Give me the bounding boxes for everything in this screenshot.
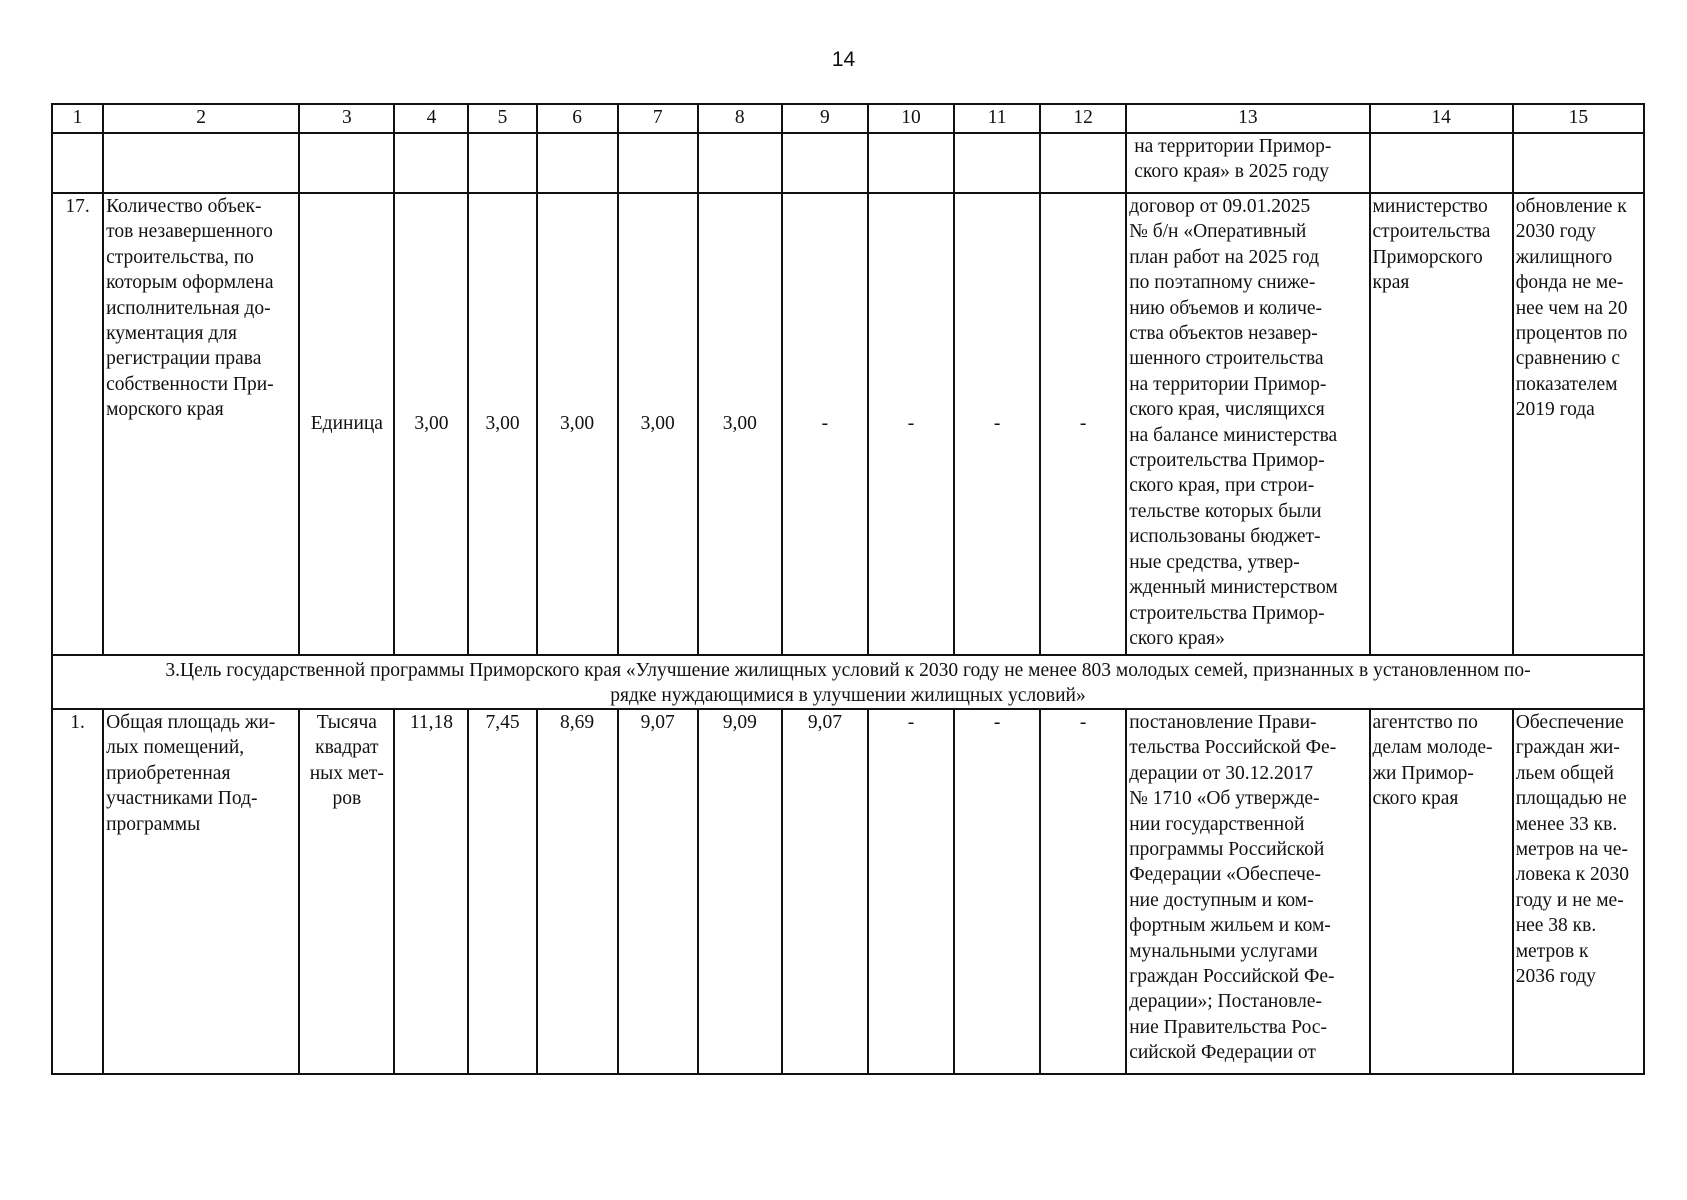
table-cell <box>698 133 782 193</box>
value-cell: 9,07 <box>618 709 698 1074</box>
continuation-row <box>52 133 1644 193</box>
table-cell <box>1040 133 1126 193</box>
unit-cell: Тысяча квадрат ных мет- ров <box>299 709 394 1074</box>
column-header: 8 <box>698 104 782 133</box>
source-document-cell: постановление Прави- тельства Российской Фе- дерации от 30.12.2017 № 1710 «Об утвержде- нии государственной программы Российской Федерации «Обеспече- ние доступным и ком- фортным жильем и ком- мунальными услугами граждан Российской Фе- дерации»; Постановле- ние Правительства Рос- сийской Федерации от <box>1126 709 1369 1074</box>
value-cell: 3,00 <box>537 193 618 655</box>
goal-cell: Обеспечение граждан жи- льем общей площадью не менее 33 кв. метров на че- ловека к 2030 году и не ме- нее 38 кв. метров к 2036 году <box>1513 709 1644 1074</box>
row-number-cell: 1. <box>52 709 103 1074</box>
section-3-title: 3.Цель государственной программы Приморского края «Улучшение жилищных условий к 2030 году не менее 803 молодых семей, признанных в установленном по- рядке нуждающимися в улучшении жилищных условий» <box>52 655 1644 709</box>
table-row-17 <box>52 193 1644 655</box>
column-header: 1 <box>52 104 103 133</box>
row-number-cell: 17. <box>52 193 103 655</box>
table-cell <box>1513 133 1644 193</box>
column-header: 6 <box>537 104 618 133</box>
source-document-cell: договор от 09.01.2025 № б/н «Оперативный план работ на 2025 год по поэтапному сниже- нию объемов и количе- ства объектов незавер- шенного строительства на территории Примор- ского края, числящихся на балансе министерства строительства Примор- ского края, при строи- тельстве которых были использованы бюджет- ные средства, утвер- жденный министерством строительства Примор- ского края» <box>1126 193 1369 655</box>
unit-cell: Единица <box>299 193 394 655</box>
table-cell <box>868 133 954 193</box>
indicators-table <box>51 103 1645 1075</box>
page-number: 14 <box>831 48 856 71</box>
value-cell: - <box>1040 193 1126 655</box>
responsible-body-cell: министерство строительства Приморского края <box>1370 193 1513 655</box>
table-cell <box>1370 133 1513 193</box>
table-cell <box>618 133 698 193</box>
column-header: 11 <box>954 104 1040 133</box>
value-cell: 9,07 <box>782 709 868 1074</box>
table-cell <box>299 133 394 193</box>
table-cell <box>954 133 1040 193</box>
column-number-row <box>52 104 1644 133</box>
value-cell: 11,18 <box>394 709 468 1074</box>
table-cell <box>537 133 618 193</box>
table-cell <box>103 133 299 193</box>
column-header: 15 <box>1513 104 1644 133</box>
value-cell: 8,69 <box>537 709 618 1074</box>
table-cell <box>468 133 536 193</box>
column-header: 12 <box>1040 104 1126 133</box>
column-header: 13 <box>1126 104 1369 133</box>
value-cell: 3,00 <box>698 193 782 655</box>
table-cell <box>52 133 103 193</box>
column-header: 2 <box>103 104 299 133</box>
column-header: 5 <box>468 104 536 133</box>
column-header: 10 <box>868 104 954 133</box>
indicator-name-cell: Количество объек- тов незавершенного строительства, по которым оформлена исполнительная до- кументация для регистрации права собственности При- морского края <box>103 193 299 655</box>
table-row-1 <box>52 709 1644 1074</box>
value-cell: 3,00 <box>618 193 698 655</box>
section-heading-row <box>52 655 1644 709</box>
value-cell: 3,00 <box>468 193 536 655</box>
table-cell <box>782 133 868 193</box>
responsible-body-cell: агентство по делам молоде- жи Примор- ского края <box>1370 709 1513 1074</box>
indicator-name-cell: Общая площадь жи- лых помещений, приобретенная участниками Под- программы <box>103 709 299 1074</box>
value-cell: - <box>954 709 1040 1074</box>
value-cell: 9,09 <box>698 709 782 1074</box>
value-cell: - <box>1040 709 1126 1074</box>
column-header: 9 <box>782 104 868 133</box>
value-cell: - <box>782 193 868 655</box>
column-header: 4 <box>394 104 468 133</box>
table-cell <box>394 133 468 193</box>
column-header: 7 <box>618 104 698 133</box>
value-cell: - <box>868 193 954 655</box>
goal-cell: обновление к 2030 году жилищного фонда не ме- нее чем на 20 процентов по сравнению с показателем 2019 года <box>1513 193 1644 655</box>
source-document-cell: на территории Примор- ского края» в 2025 году <box>1126 133 1369 193</box>
value-cell: 3,00 <box>394 193 468 655</box>
value-cell: 7,45 <box>468 709 536 1074</box>
column-header: 14 <box>1370 104 1513 133</box>
column-header: 3 <box>299 104 394 133</box>
value-cell: - <box>954 193 1040 655</box>
value-cell: - <box>868 709 954 1074</box>
